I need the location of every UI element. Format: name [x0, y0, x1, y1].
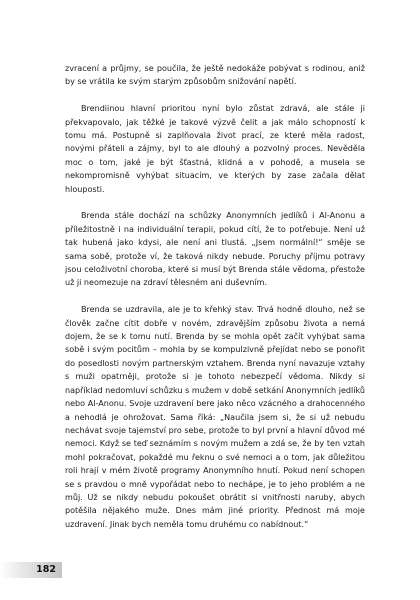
page-number-bar	[0, 562, 62, 578]
paragraph-2: Brendiinou hlavní prioritou nyní bylo zůstat zdravá, ale stále ji překvapovalo, jak těžké je takové výzvě čelit a jak málo schopností k tomu má. Postupně si zaplňovala život prací, ze které měla radost, novými přáteli a zájmy, byl to ale dlouhý a pozvolný proces. Nevěděla moc o tom, jaké je být šťastná, klidná a v pohodě, a musela se nekompromisně vyhýbat situacím, ve kterých by zase začala dělat hlouposti.	[65, 104, 365, 194]
paragraph-4: Brenda se uzdravila, ale je to křehký stav. Trvá hodně dlouho, než se člověk začne cítit dobře v novém, zdravějším způsobu života a nemá dojem, že se k tomu nutí. Brenda by se mohla opět začít vyhýbat sama sobě i svým pocitům – mohla by se kompulzivně přejídat nebo se ponořit do posedlosti novým partnerským vztahem. Brenda nyní navazuje vztahy s muži opatrněji, protože si je tohoto nebezpečí vědoma. Nikdy si například nedomluví schůzku s mužem v době setkání Anonymních jedlíků nebo Al-Anonu. Svoje uzdravení bere jako něco vzácného a drahocenného a nehodlá je ohrožovat. Sama říká: „Naučila jsem si, že si už nebudu nechávat svoje tajemství pro sebe, protože to byl první a hlavní důvod mé nemoci. Když se teď seznámím s novým mužem a zdá se, že by ten vztah mohl pokračovat, pokaždé mu řeknu o své nemoci a o tom, jak důležitou roli hrají v mém životě programy Anonymního hnutí. Pokud není schopen se s pravdou o mně vypořádat nebo to nechápe, je to jeho problém a ne můj. Už se nikdy nebudu pokoušet obrátit si vnitřnosti naruby, abych potěšila nějakého muže. Dnes mám jiné priority. Přednost má moje uzdravení. Jinak bych neměla tomu druhému co nabídnout.“	[65, 305, 365, 529]
body-text	[65, 62, 365, 545]
paragraph-3: Brenda stále dochází na schůzky Anonymních jedlíků i Al-Anonu a příležitostně i na individuální terapii, pokud cítí, že to potřebuje. Není už tak hubená jako kdysi, ale není ani tlustá. „Jsem normální!“ směje se sama sobě, protože ví, že taková nikdy nebude. Poruchy příjmu potravy jsou celoživotní choroba, které si musí být Brenda stále vědoma, přestože už ji neomezuje na zdraví tělesném ani duševním.	[65, 211, 365, 288]
paragraph-1: zvracení a průjmy, se poučila, že ještě nedokáže pobývat s rodinou, aniž by se vrátila ke svým starým způsobům snižování napětí.	[65, 64, 365, 87]
page-number: 182	[36, 564, 56, 575]
